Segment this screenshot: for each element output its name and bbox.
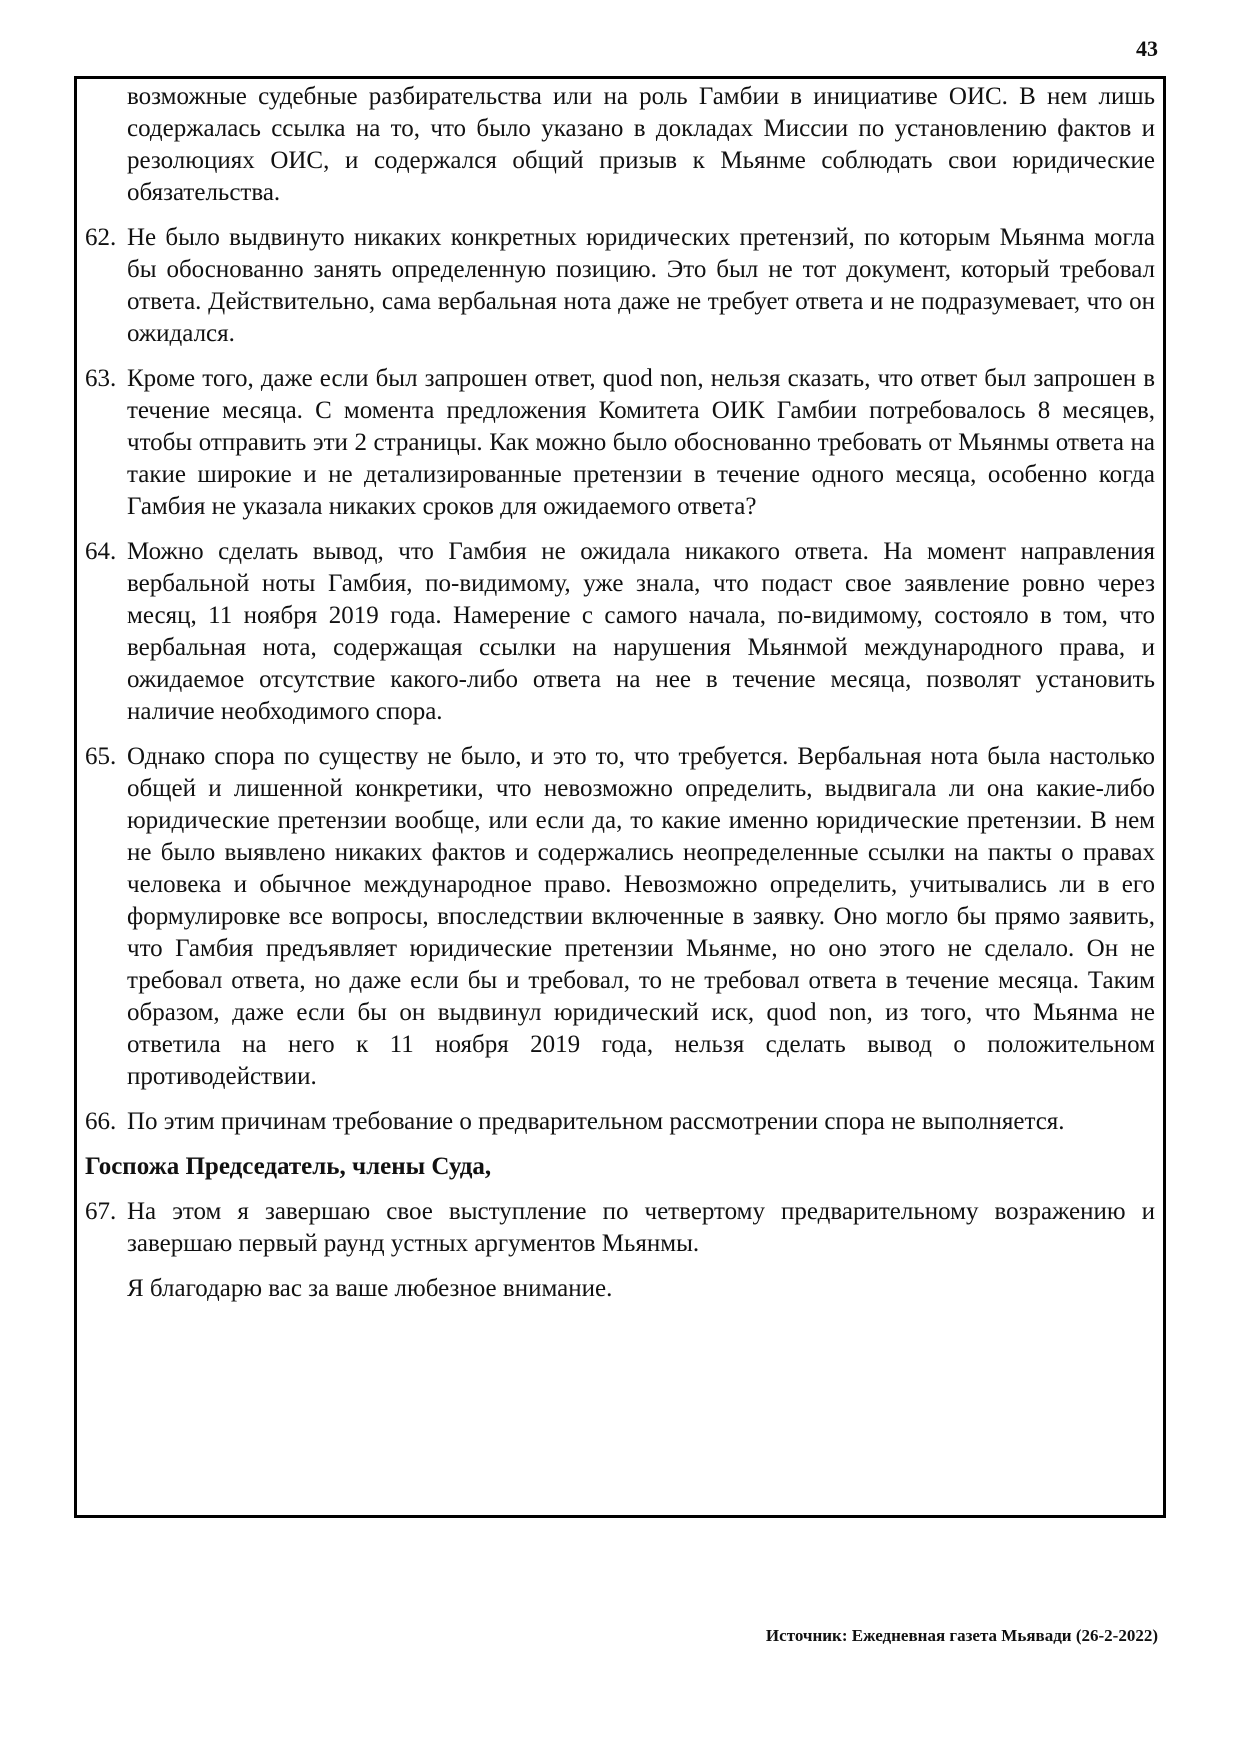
paragraph-64	[85, 536, 1155, 728]
paragraph-text: По этим причинам требование о предварительном рассмотрении спора не выполняется.	[127, 1108, 1065, 1135]
paragraph-text: На этом я завершаю свое выступление по четвертому предварительному возражению и завершаю первый раунд устных аргументов Мьянмы.	[127, 1198, 1155, 1257]
paragraph-text: Кроме того, даже если был запрошен ответ, quod non, нельзя сказать, что ответ был запрошен в течение месяца. С момента предложения Комитета ОИК Гамбии потребовалось 8 месяцев, чтобы отправить эти 2 страницы. Как можно было обоснованно требовать от Мьянмы ответа на такие широкие и не детализированные претензии в течение одного месяца, особенно когда Гамбия не указала никаких сроков для ожидаемого ответа?	[127, 365, 1155, 520]
paragraph-number: 63.	[85, 365, 117, 392]
paragraph-67	[85, 1196, 1155, 1260]
paragraph-62	[85, 222, 1155, 350]
paragraph-66	[85, 1106, 1155, 1138]
paragraph-number: 62.	[85, 224, 117, 251]
source-footer: Источник: Ежедневная газета Мьявади (26-2-2022)	[765, 1626, 1158, 1645]
paragraph-text: Можно сделать вывод, что Гамбия не ожидала никакого ответа. На момент направления вербальной ноты Гамбия, по-видимому, уже знала, что подаст свое заявление ровно через месяц, 11 ноября 2019 года. Намерение с самого начала, по-видимому, состояло в том, что вербальная нота, содержащая ссылки на нарушения Мьянмой международного права, и ожидаемое отсутствие какого-либо ответа на нее в течение месяца, позволят установить наличие необходимого спора.	[127, 538, 1155, 725]
paragraph-65	[85, 741, 1155, 1093]
paragraph-number: 67.	[85, 1198, 117, 1225]
closing-line: Я благодарю вас за ваше любезное внимание.	[127, 1275, 613, 1302]
paragraph-number: 64.	[85, 538, 117, 565]
paragraph-number: 65.	[85, 743, 117, 770]
paragraph-text: Не было выдвинуто никаких конкретных юридических претензий, по которым Мьянма могла бы обоснованно занять определенную позицию. Это был не тот документ, который требовал ответа. Действительно, сама вербальная нота даже не требует ответа и не подразумевает, что он ожидался.	[127, 224, 1155, 347]
paragraph-text: Однако спора по существу не было, и это то, что требуется. Вербальная нота была настолько общей и лишенной конкретики, что невозможно определить, выдвигала ли она какие-либо юридические претензии вообще, или если да, то какие именно юридические претензии. В нем не было выявлено никаких фактов и содержались неопределенные ссылки на пакты о правах человека и обычное международное право. Невозможно определить, учитывались ли в его формулировке все вопросы, впоследствии включенные в заявку. Оно могло бы прямо заявить, что Гамбия предъявляет юридические претензии Мьянме, но оно этого не сделало. Он не требовал ответа, но даже если бы и требовал, то не требовал ответа в течение месяца. Таким образом, даже если бы он выдвинул юридический иск, quod non, из того, что Мьянма не ответила на него к 11 ноября 2019 года, нельзя сделать вывод о положительном противодействии.	[127, 743, 1155, 1090]
address-heading: Госпожа Председатель, члены Суда,	[85, 1153, 492, 1180]
page-number: 43	[1136, 36, 1158, 61]
continued-paragraph: возможные судебные разбирательства или на роль Гамбии в инициативе ОИС. В нем лишь содержалась ссылка на то, что было указано в докладах Миссии по установлению фактов и резолюциях ОИС, и содержался общий призыв к Мьянме соблюдать свои юридические обязательства.	[127, 83, 1155, 206]
document-frame	[74, 76, 1166, 1518]
paragraph-number: 66.	[85, 1108, 117, 1135]
paragraph-63	[85, 363, 1155, 523]
